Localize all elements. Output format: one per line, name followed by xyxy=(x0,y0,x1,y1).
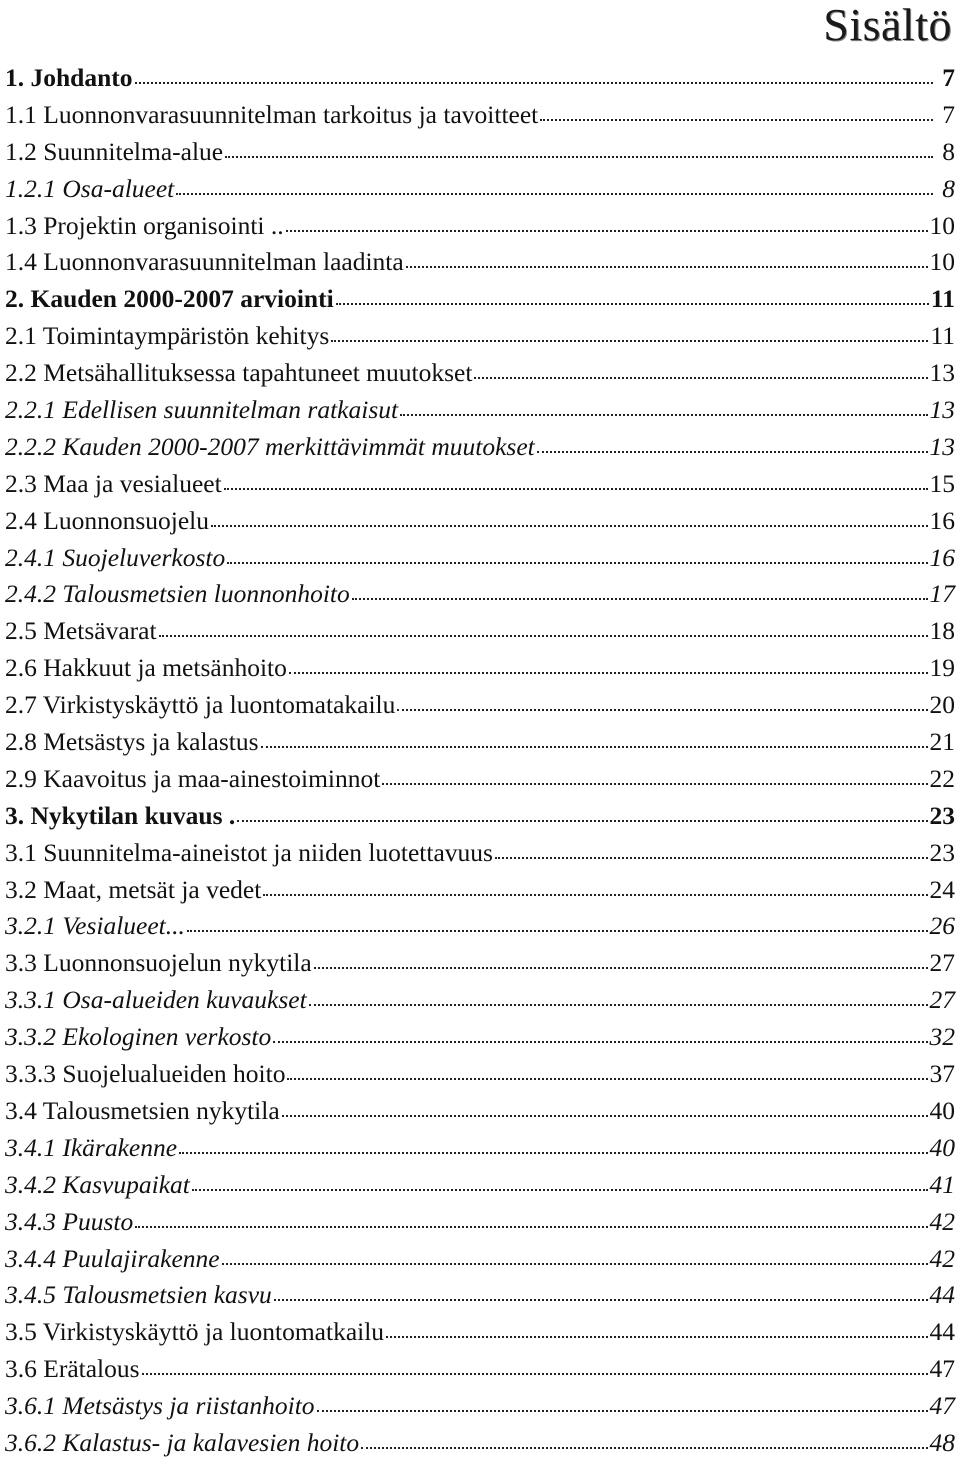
toc-entry-label: 3.6.1 Metsästys ja riistanhoito xyxy=(5,1391,315,1421)
toc-entry[interactable] xyxy=(5,1130,955,1167)
toc-entry-label: 3.3 Luonnonsuojelun nykytila xyxy=(5,948,312,978)
toc-entry-label: 3.1 Suunnitelma-aineistot ja niiden luotettavuus xyxy=(5,837,493,867)
toc-entry-page-number: 18 xyxy=(929,616,955,646)
toc-entry[interactable] xyxy=(5,318,955,355)
dot-leader xyxy=(540,103,933,123)
toc-entry[interactable] xyxy=(5,650,955,687)
toc-entry-page-number: 26 xyxy=(929,911,955,941)
dot-leader xyxy=(237,804,927,824)
dot-leader xyxy=(222,1247,928,1267)
toc-entry-page-number: 13 xyxy=(929,358,955,388)
dot-leader xyxy=(361,1431,927,1451)
dot-leader xyxy=(287,1062,927,1082)
toc-entry[interactable] xyxy=(5,724,955,761)
dot-leader xyxy=(273,1025,927,1045)
toc-entry[interactable] xyxy=(5,429,955,466)
dot-leader xyxy=(336,287,929,307)
toc-entry-label: 3.3.2 Ekologinen verkosto xyxy=(5,1022,272,1052)
toc-entry-label: 2.1 Toimintaympäristön kehitys xyxy=(5,321,330,351)
toc-entry-label: 3.4.4 Puulajirakenne xyxy=(5,1243,220,1273)
toc-entry-label: 3.4.3 Puusto xyxy=(5,1206,134,1236)
dot-leader xyxy=(537,435,928,455)
toc-entry-page-number: 7 xyxy=(942,63,955,92)
toc-entry[interactable] xyxy=(5,1241,955,1278)
toc-entry-page-number: 47 xyxy=(929,1354,955,1384)
toc-entry-label: 3.4.5 Talousmetsien kasvu xyxy=(5,1280,272,1310)
toc-entry-page-number: 16 xyxy=(929,542,955,572)
toc-entry[interactable] xyxy=(5,1019,955,1056)
toc-entry-page-number: 27 xyxy=(929,985,955,1015)
toc-entry[interactable] xyxy=(5,97,955,134)
toc-entry-label: 3.6.2 Kalastus- ja kalavesien hoito xyxy=(5,1427,360,1457)
toc-entry-label: 1. Johdanto xyxy=(5,63,133,92)
toc-entry[interactable] xyxy=(5,1388,955,1425)
toc-entry-label: 3.6 Erätalous xyxy=(5,1354,140,1384)
toc-entry-page-number: 23 xyxy=(929,800,955,830)
toc-entry-page-number: 16 xyxy=(929,505,955,535)
toc-entry-page-number: 21 xyxy=(929,727,955,757)
toc-entry-label: 2.4.1 Suojeluverkosto xyxy=(5,542,226,572)
toc-entry[interactable] xyxy=(5,171,955,208)
toc-entry-page-number: 44 xyxy=(929,1280,955,1310)
toc-entry-page-number: 13 xyxy=(929,431,955,461)
toc-entry-label: 3.2 Maat, metsät ja vedet xyxy=(5,874,262,904)
toc-entry-page-number: 11 xyxy=(930,284,955,314)
dot-leader xyxy=(406,250,928,270)
dot-leader xyxy=(135,1210,927,1230)
toc-entry-page-number: 17 xyxy=(929,579,955,609)
toc-entry-label: 2.6 Hakkuut ja metsänhoito xyxy=(5,653,287,683)
toc-entry-label: 3.4.2 Kasvupaikat xyxy=(5,1169,190,1199)
toc-entry-label: 2.5 Metsävarat xyxy=(5,616,157,646)
toc-entry-page-number: 19 xyxy=(929,653,955,683)
dot-leader xyxy=(274,1283,928,1303)
toc-entry-page-number: 37 xyxy=(929,1059,955,1089)
toc-entry[interactable] xyxy=(5,798,955,835)
toc-entry-label: 2.2.2 Kauden 2000-2007 merkittävimmät muutokset xyxy=(5,431,535,461)
toc-entry-page-number: 40 xyxy=(929,1132,955,1162)
toc-entry-page-number: 10 xyxy=(929,210,955,240)
toc-entry-page-number: 32 xyxy=(929,1022,955,1052)
toc-entry[interactable] xyxy=(5,540,955,577)
toc-entry[interactable] xyxy=(5,945,955,982)
toc-entry-label: 3. Nykytilan kuvaus . xyxy=(5,800,236,830)
toc-entry[interactable] xyxy=(5,982,955,1019)
dot-leader xyxy=(224,472,928,492)
toc-entry-label: 2.2.1 Edellisen suunnitelman ratkaisut xyxy=(5,395,399,425)
dot-leader xyxy=(289,656,928,676)
dot-leader xyxy=(263,878,927,898)
dot-leader xyxy=(352,582,928,602)
toc-entry-page-number: 11 xyxy=(930,321,955,351)
dot-leader xyxy=(286,214,928,234)
dot-leader xyxy=(179,1136,927,1156)
dot-leader xyxy=(474,361,927,381)
dot-leader xyxy=(176,177,933,197)
dot-leader xyxy=(331,324,928,344)
toc-entry-label: 2.3 Maa ja vesialueet xyxy=(5,468,222,498)
toc-entry-label: 3.4 Talousmetsien nykytila xyxy=(5,1095,280,1125)
toc-entry-page-number: 23 xyxy=(929,837,955,867)
dot-leader xyxy=(142,1357,928,1377)
toc-entry-label: 2.2 Metsähallituksessa tapahtuneet muutokset xyxy=(5,358,473,388)
toc-entry[interactable] xyxy=(5,1277,955,1314)
toc-entry-label: 1.2.1 Osa-alueet xyxy=(5,173,175,203)
toc-entry[interactable] xyxy=(5,1093,955,1130)
table-of-contents xyxy=(5,60,955,1462)
page-title: Sisältö xyxy=(823,0,952,50)
toc-entry[interactable] xyxy=(5,244,955,281)
toc-entry[interactable] xyxy=(5,576,955,613)
toc-entry-label: 1.1 Luonnonvarasuunnitelman tarkoitus ja tavoitteet xyxy=(5,99,539,129)
toc-entry-label: 3.3.3 Suojelualueiden hoito xyxy=(5,1059,286,1089)
toc-entry-label: 1.3 Projektin organisointi .. xyxy=(5,210,284,240)
toc-entry-page-number: 42 xyxy=(929,1206,955,1236)
toc-entry[interactable] xyxy=(5,392,955,429)
toc-entry[interactable] xyxy=(5,1425,955,1462)
toc-entry-label: 2.7 Virkistyskäyttö ja luontomatakailu xyxy=(5,690,396,720)
toc-entry[interactable] xyxy=(5,687,955,724)
dot-leader xyxy=(386,1320,927,1340)
dot-leader xyxy=(397,693,927,713)
dot-leader xyxy=(317,1394,928,1414)
toc-entry[interactable] xyxy=(5,613,955,650)
dot-leader xyxy=(227,546,927,566)
toc-entry-label: 3.3.1 Osa-alueiden kuvaukset xyxy=(5,985,307,1015)
toc-entry-page-number: 24 xyxy=(929,874,955,904)
dot-leader xyxy=(261,730,928,750)
toc-entry[interactable] xyxy=(5,466,955,503)
toc-entry-label: 3.2.1 Vesialueet... xyxy=(5,911,185,941)
toc-entry-page-number: 41 xyxy=(929,1169,955,1199)
toc-entry[interactable] xyxy=(5,134,955,171)
toc-entry-label: 1.2 Suunnitelma-alue xyxy=(5,136,224,166)
toc-entry-page-number: 40 xyxy=(929,1095,955,1125)
toc-entry[interactable] xyxy=(5,503,955,540)
toc-entry[interactable] xyxy=(5,1314,955,1351)
toc-entry[interactable] xyxy=(5,908,955,945)
toc-entry-label: 3.4.1 Ikärakenne xyxy=(5,1132,178,1162)
dot-leader xyxy=(282,1099,928,1119)
toc-entry-page-number: 13 xyxy=(929,395,955,425)
toc-entry-label: 2. Kauden 2000-2007 arviointi xyxy=(5,284,334,314)
toc-entry-page-number: 47 xyxy=(929,1391,955,1421)
toc-entry-label: 2.4 Luonnonsuojelu xyxy=(5,505,209,535)
dot-leader xyxy=(192,1173,928,1193)
dot-leader xyxy=(309,988,928,1008)
toc-entry-label: 2.8 Metsästys ja kalastus xyxy=(5,727,259,757)
toc-entry[interactable] xyxy=(5,1056,955,1093)
toc-entry-page-number: 22 xyxy=(929,763,955,793)
toc-entry-page-number: 48 xyxy=(929,1427,955,1457)
toc-entry[interactable] xyxy=(5,208,955,245)
dot-leader xyxy=(187,914,928,934)
toc-entry-page-number: 27 xyxy=(929,948,955,978)
toc-entry[interactable] xyxy=(5,1351,955,1388)
dot-leader xyxy=(225,140,933,160)
toc-entry-page-number: 7 xyxy=(942,99,955,129)
dot-leader xyxy=(314,951,928,971)
toc-entry-label: 1.4 Luonnonvarasuunnitelman laadinta xyxy=(5,247,404,277)
toc-entry[interactable] xyxy=(5,1167,955,1204)
toc-entry-page-number: 42 xyxy=(929,1243,955,1273)
toc-entry-page-number: 10 xyxy=(929,247,955,277)
toc-entry-page-number: 8 xyxy=(942,173,955,203)
toc-entry-label: 2.4.2 Talousmetsien luonnonhoito xyxy=(5,579,350,609)
toc-entry-page-number: 8 xyxy=(942,136,955,166)
dot-leader xyxy=(211,509,928,529)
toc-entry[interactable] xyxy=(5,872,955,909)
toc-entry[interactable] xyxy=(5,1204,955,1241)
dot-leader xyxy=(135,66,933,86)
dot-leader xyxy=(495,841,928,861)
dot-leader xyxy=(400,398,927,418)
toc-entry[interactable] xyxy=(5,835,955,872)
toc-entry-page-number: 20 xyxy=(929,690,955,720)
toc-entry-page-number: 44 xyxy=(929,1317,955,1347)
toc-entry-label: 3.5 Virkistyskäyttö ja luontomatkailu xyxy=(5,1317,385,1347)
dot-leader xyxy=(382,767,927,787)
toc-entry[interactable] xyxy=(5,60,955,97)
dot-leader xyxy=(159,619,928,639)
toc-entry[interactable] xyxy=(5,281,955,318)
toc-entry[interactable] xyxy=(5,761,955,798)
toc-entry-label: 2.9 Kaavoitus ja maa-ainestoiminnot xyxy=(5,763,381,793)
toc-entry[interactable] xyxy=(5,355,955,392)
toc-entry-page-number: 15 xyxy=(929,468,955,498)
